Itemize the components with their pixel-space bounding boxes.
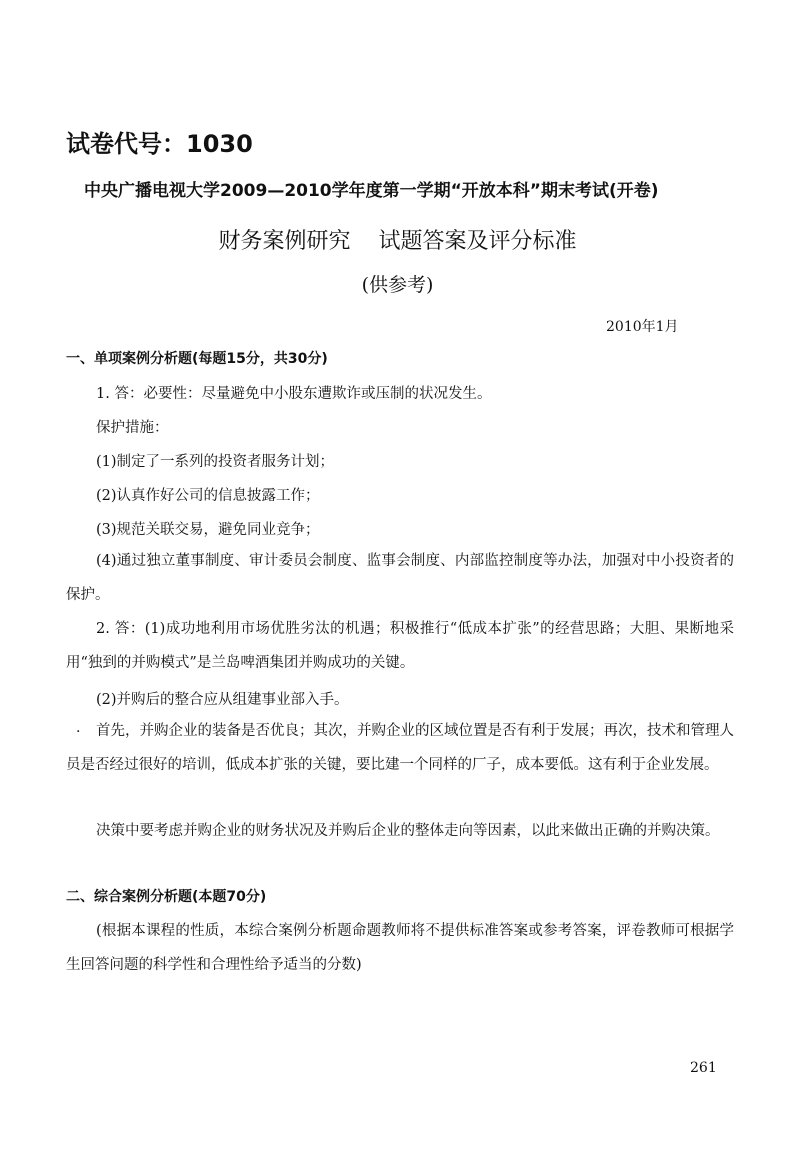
q2-answer-part2: (2)并购后的整合应从组建事业部入手。 [96, 692, 349, 708]
section1-heading: 一、单项案例分析题(每题15分，共30分) [66, 351, 328, 367]
measure-1: (1)制定了一系列的投资者服务计划； [96, 454, 335, 470]
measure-3: (3)规范关联交易，避免同业竞争； [96, 522, 320, 538]
measure-4: (4)通过独立董事制度、审计委员会制度、监事会制度、内部监控制度等办法，加强对中小投资者的保护。 [66, 553, 734, 603]
subject-title [0, 224, 795, 255]
section2-note: (根据本课程的性质，本综合案例分析题命题教师将不提供标准答案或参考答案，评卷教师可根据学生回答问题的科学性和合理性给予适当的分数) [66, 923, 734, 973]
reference-note: (供参考) [361, 274, 434, 296]
exam-code: 试卷代号：1030 [66, 130, 253, 158]
exam-title: 中央广播电视大学2009—2010学年度第一学期“开放本科”期末考试(开卷) [84, 181, 659, 201]
q2-answer-part3: 首先，并购企业的装备是否优良；其次，并购企业的区域位置是否有利于发展；再次，技术和管理人员是否经过很好的培训，低成本扩张的关键，要比建一个同样的厂子，成本要低。这有利于企业发展。 [66, 723, 734, 773]
exam-date: 2010年1月 [606, 319, 679, 335]
measure-2: (2)认真作好公司的信息披露工作； [96, 488, 320, 504]
q1-answer: 1. 答：必要性：尽量避免中小股东遭欺诈或压制的状况发生。 [96, 386, 492, 402]
stray-mark: . [76, 720, 81, 736]
subject-name: 财务案例研究 [218, 229, 351, 254]
page-number: 261 [690, 1060, 717, 1076]
measures-label: 保护措施： [96, 420, 169, 436]
q2-answer-part4: 决策中要考虑并购企业的财务状况及并购后企业的整体走向等因素，以此来做出正确的并购决策。 [96, 823, 720, 839]
q2-answer-part1: 2. 答：(1)成功地利用市场优胜劣汰的机遇；积极推行“低成本扩张”的经营思路；大胆、果断地采用“独到的并购模式”是兰岛啤酒集团并购成功的关键。 [66, 621, 734, 671]
subject-subtitle: 试题答案及评分标准 [378, 229, 577, 254]
section2-heading: 二、综合案例分析题(本题70分) [66, 889, 267, 905]
